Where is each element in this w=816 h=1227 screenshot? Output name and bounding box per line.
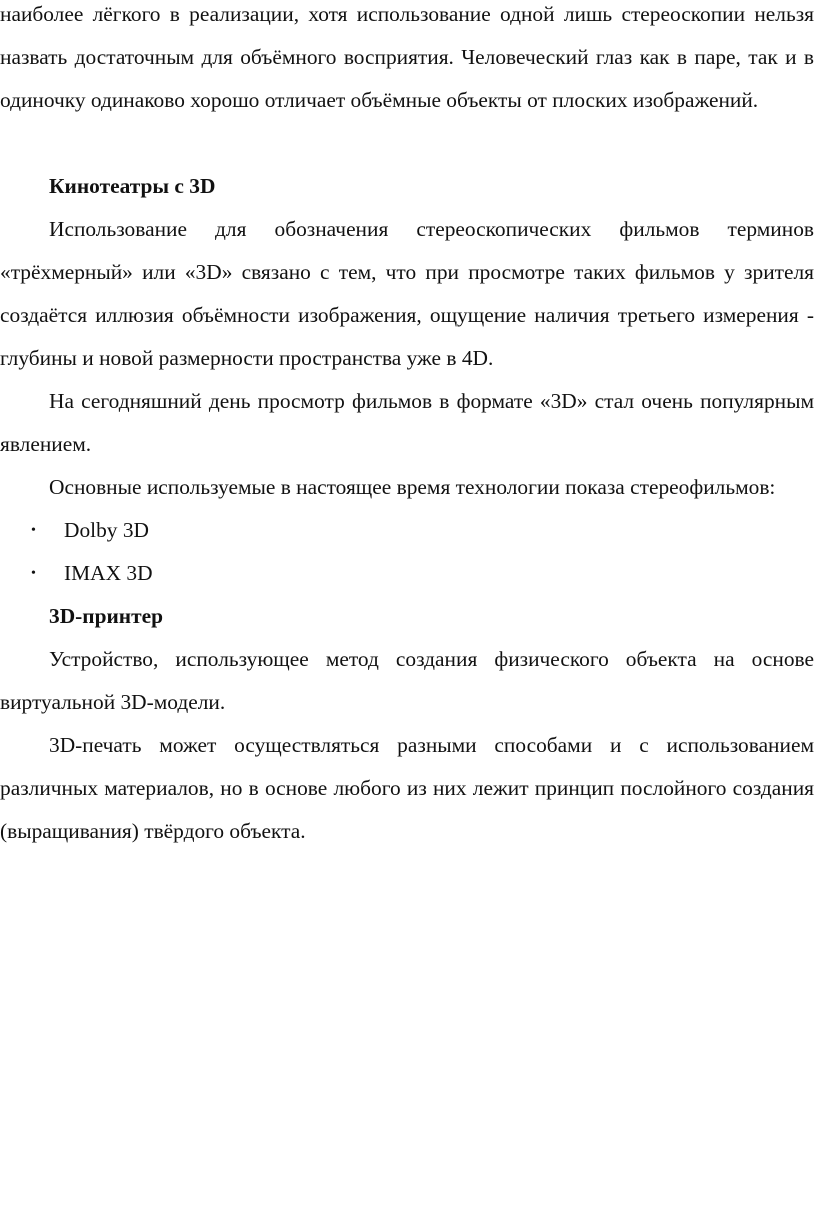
list-item-label: IMAX 3D <box>64 561 153 585</box>
intro-continuation-paragraph: наиболее лёгкого в реализации, хотя использование одной лишь стереоскопии нельзя назвать достаточным для объёмного восприятия. Человеческий глаз как в паре, так и в одиночку одинаково хорошо отличает объёмные объекты от плоских изображений. <box>0 2 814 112</box>
cinema-section-heading: Кинотеатры с 3D <box>49 174 216 198</box>
bullet-icon: • <box>31 523 36 538</box>
cinema-paragraph-3: Основные используемые в настоящее время технологии показа стереофильмов: <box>49 475 776 499</box>
list-item-label: Dolby 3D <box>64 518 149 542</box>
section-spacer <box>0 122 814 165</box>
bullet-icon: • <box>31 566 36 581</box>
technology-list <box>0 509 814 595</box>
printer-section-heading: 3D-принтер <box>49 604 164 628</box>
cinema-paragraph-1: Использование для обозначения стереоскопических фильмов терминов «трёхмерный» или «3D» связано с тем, что при просмотре таких фильмов у зрителя создаётся иллюзия объёмности изображения, ощущение наличия третьего измерения - глубины и новой размерности пространства уже в 4D. <box>0 217 814 370</box>
list-item <box>0 509 814 552</box>
cinema-paragraph-2: На сегодняшний день просмотр фильмов в формате «3D» стал очень популярным явлением. <box>0 389 814 456</box>
list-item <box>0 552 814 595</box>
printer-paragraph-1: Устройство, использующее метод создания физического объекта на основе виртуальной 3D-модели. <box>0 647 814 714</box>
printer-paragraph-2: 3D-печать может осуществляться разными способами и с использованием различных материалов, но в основе любого из них лежит принцип послойного создания (выращивания) твёрдого объекта. <box>0 733 814 843</box>
